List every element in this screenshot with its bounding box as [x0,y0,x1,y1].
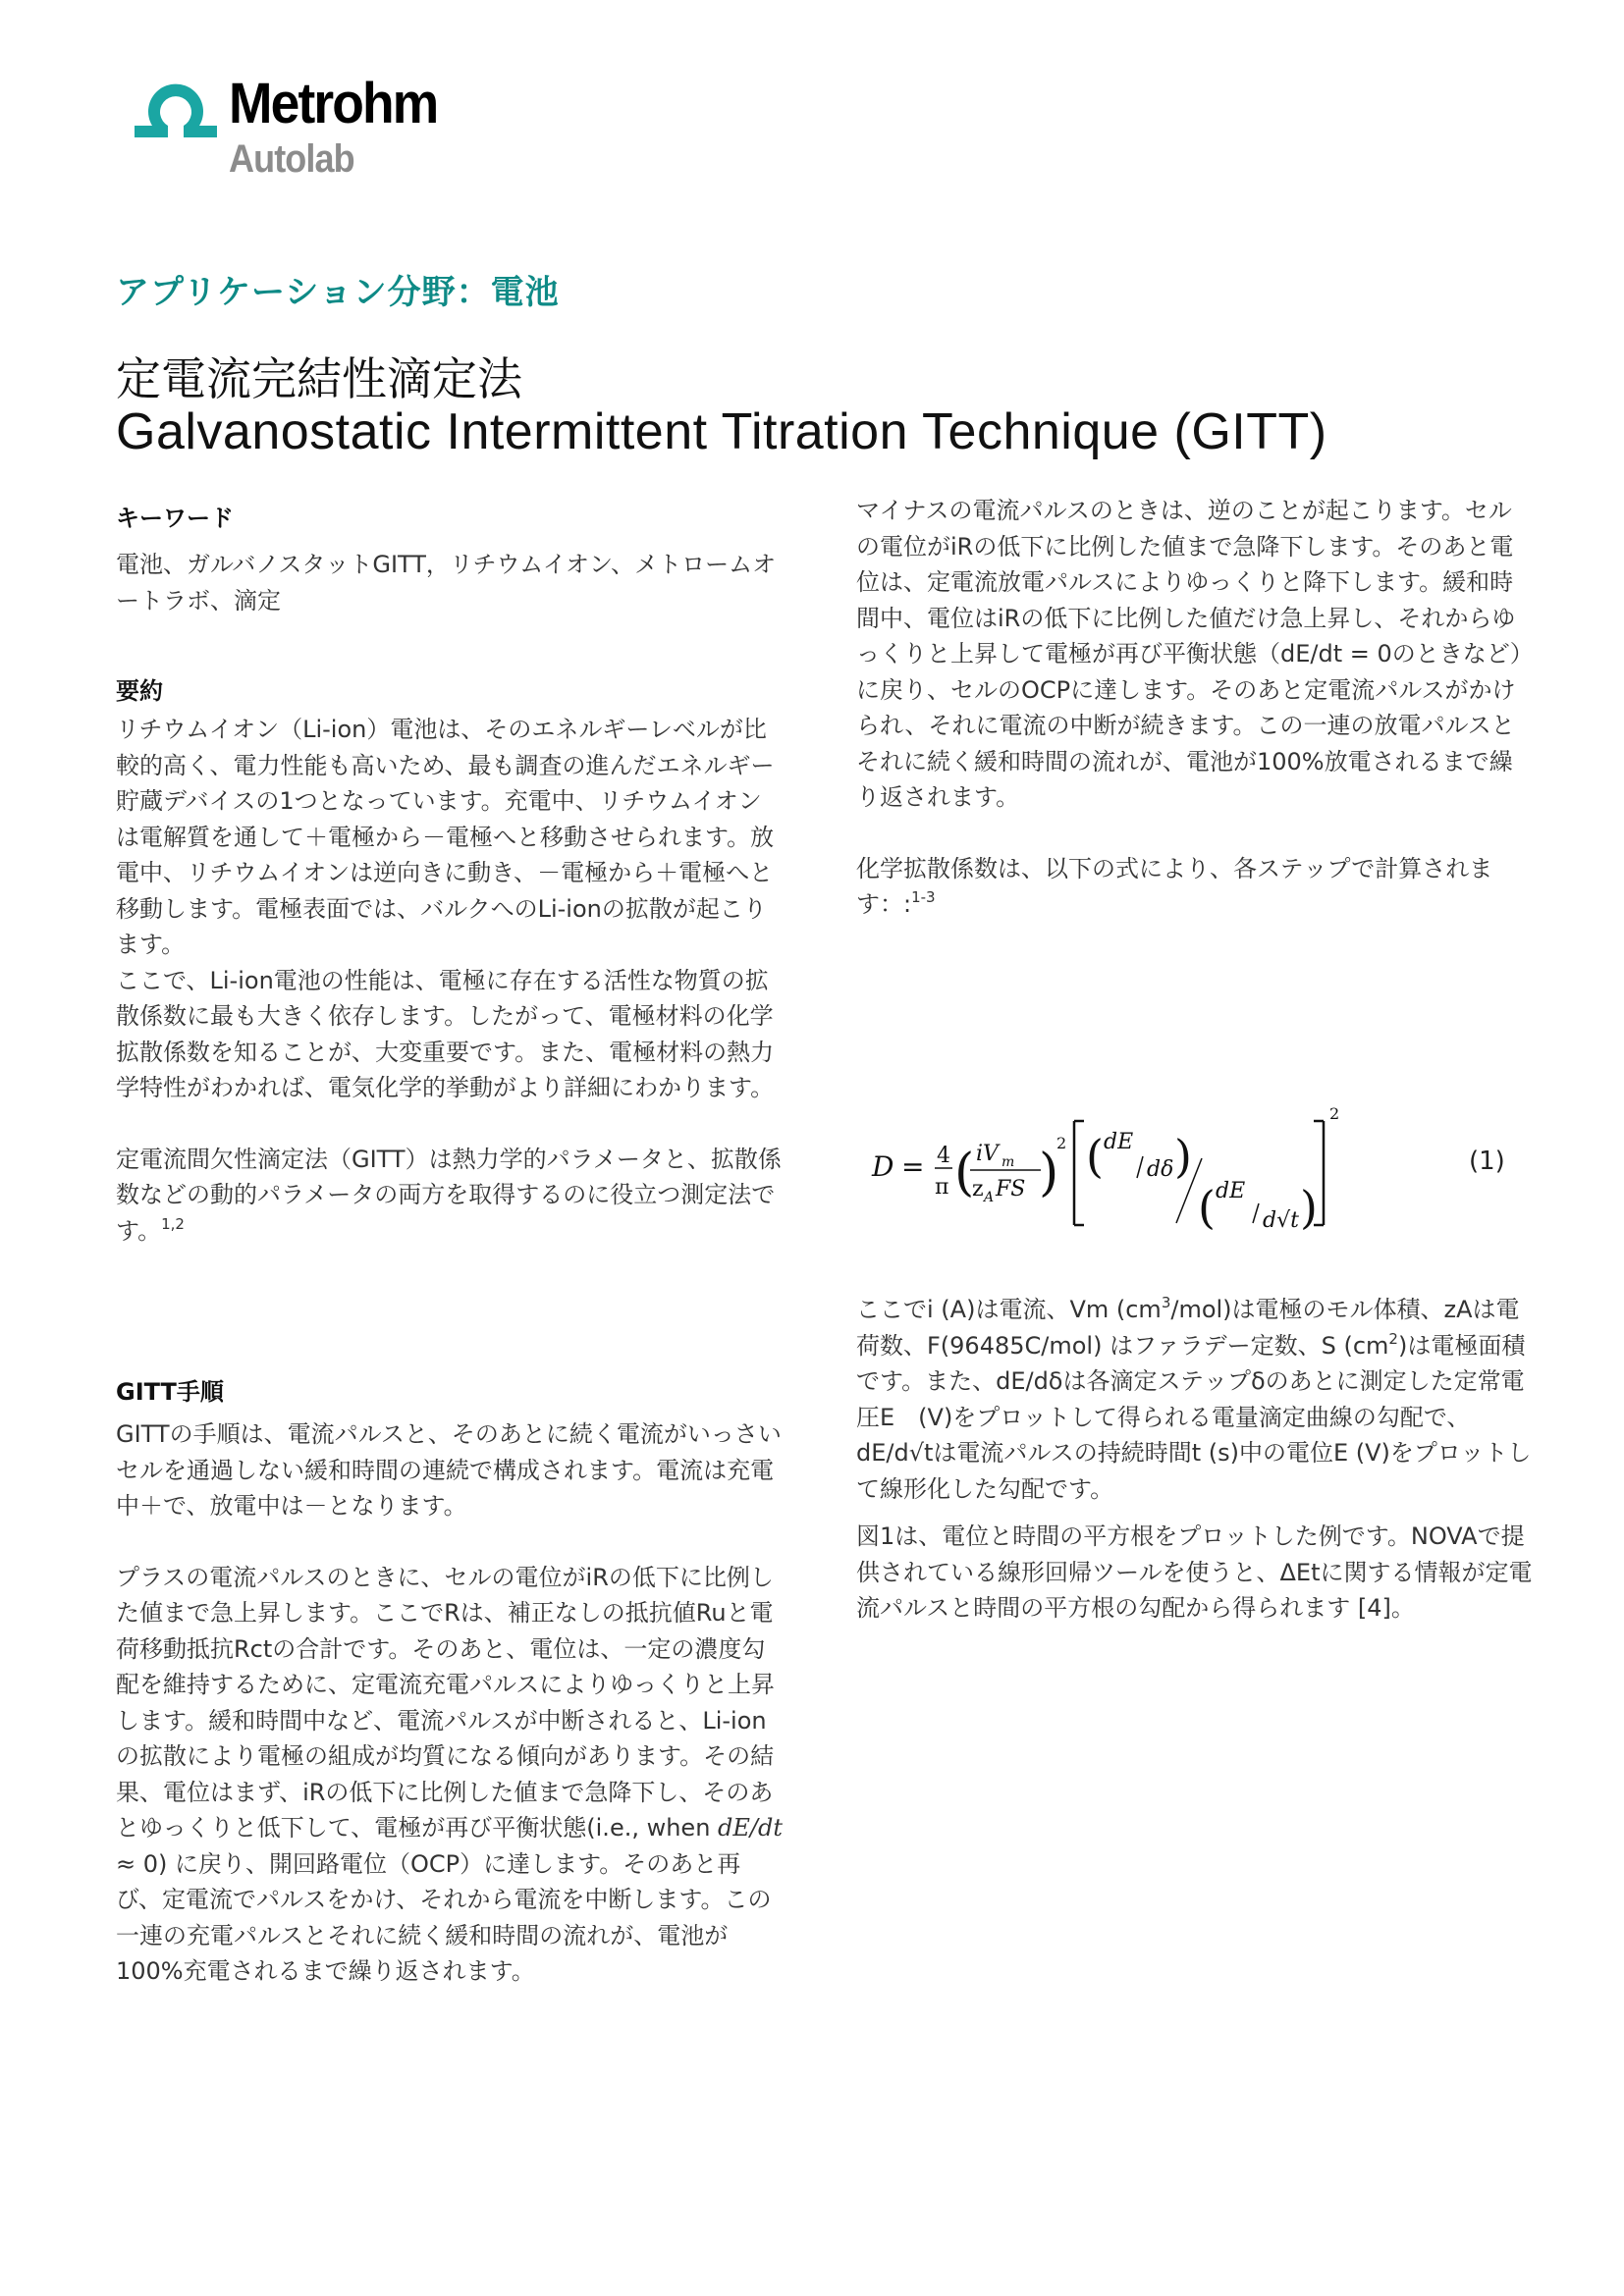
svg-text:D: D [872,1150,894,1183]
right-column [856,493,1534,923]
variables-text-c: )は電極面積です。また、dE/dδは各滴定ステップδのあとに測定した定常電圧E (V)をプロットして得られる電量滴定曲線の勾配で、dE/d√tは電流パルスの持続時間t (s)中の電位E (V)をプロットして線形化した勾配です。 [856,1331,1532,1503]
svg-text:): ) [1300,1181,1318,1234]
page-title-japanese: 定電流完結性滴定法 [116,352,522,405]
right-column-lower [856,1292,1534,1627]
svg-text:): ) [1174,1130,1192,1183]
superscript-3: 3 [1161,1294,1171,1311]
svg-text:(: ( [1086,1130,1104,1183]
reference-superscript: 1-3 [911,888,936,906]
diffusion-formula [856,1099,1534,1237]
summary-heading: 要約 [116,677,163,705]
formula-graphic [856,1099,1406,1247]
summary-paragraph-3-text: 定電流間欠性滴定法（GITT）は熱力学的パラメータと、拡散係数などの動的パラメータの両方を取得するのに役立つ測定法です。 [116,1145,782,1245]
figure-1-paragraph: 図1は、電位と時間の平方根をプロットした例です。NOVAで提供されている線形回帰ツールを使うと、ΔEtに関する情報が定電流パルスと時間の平方根の勾配から得られます [4]。 [856,1522,1533,1622]
svg-text:2: 2 [1056,1134,1067,1152]
summary-paragraph-2: ここで、Li-ion電池の性能は、電極に存在する活性な物質の拡散係数に最も大きく依存します。したがって、電極材料の化学拡散係数を知ることが、大変重要です。また、電極材料の熱力学特性がわかれば、電気化学的挙動がより詳細にわかります。 [116,966,775,1101]
summary-paragraph-3 [116,1142,784,1250]
svg-text:d√t: d√t [1263,1208,1299,1233]
svg-text:iV: iV [976,1142,999,1166]
svg-text:z: z [972,1177,984,1201]
summary-section [116,671,784,1249]
variables-text-a: ここでi (A)は電流、Vm (cm [856,1296,1162,1323]
svg-text:dE: dE [1104,1130,1134,1154]
procedure-paragraph-2-text-a: プラスの電流パルスのときに、セルの電位がiRの低下に比例した値まで急上昇します。ここでRは、補正なしの抵抗値Ruと電荷移動抵抗Rctの合計です。そのあと、電位は、一定の濃度勾配を維持するために、定電流充電パルスによりゆっくりと上昇します。緩和時間中など、電流パルスが中断されると、Li-ionの拡散により電極の組成が均質になる傾向があります。その結果、電位はまず、iRの低下に比例した値まで急降下し、そのあとゆっくりと低下して、電極が再び平衡状態(i.e., when [116,1563,776,1842]
procedure-paragraph-1: GITTの手順は、電流パルスと、そのあとに続く電流がいっさいセルを通過しない緩和時間の連続で構成されます。電流は充電中＋で、放電中は－となります。 [116,1420,782,1520]
svg-text:=: = [901,1150,925,1183]
svg-text:): ) [1039,1144,1059,1202]
svg-text:m: m [1001,1154,1015,1170]
svg-text:2: 2 [1329,1104,1340,1123]
svg-text:A: A [984,1190,995,1205]
variables-paragraph [856,1292,1534,1507]
reference-superscript: 1,2 [161,1214,185,1233]
math-dE-dt: dE/dt [718,1814,784,1842]
page-title-english: Galvanostatic Intermittent Titration Technique (GITT) [116,403,1327,460]
discharge-paragraph: マイナスの電流パルスのときは、逆のことが起こります。セルの電位がiRの低下に比例した値まで急降下します。そのあと電位は、定電流放電パルスによりゆっくりと降下します。緩和時間中、電位はiRの低下に比例した値だけ急上昇し、それからゆっくりと上昇して電極が再び平衡状態（dE/dt = 0のときなど）に戻り、セルのOCPに達します。そのあと定電流パルスがかけられ、それに電流の中断が続きます。この一連の放電パルスとそれに続く緩和時間の流れが、電池が100%放電されるまで繰り返されます。 [856,497,1534,811]
sub-brand-name: Autolab [229,137,354,181]
procedure-paragraph-2-text-b: ≈ 0) に戻り、開回路電位（OCP）に達します。そのあと再び、定電流でパルスをかけ、それから電流を中断します。この一連の充電パルスとそれに続く緩和時間の流れが、電池が100%充電されるまで繰り返されます。 [116,1849,772,1985]
diffusion-intro-paragraph [856,851,1534,923]
variables-text-b: /mol)は電極のモル体積、zAは電荷数、F(96485C/mol) はファラデー定数、S (cm [856,1296,1520,1360]
procedure-paragraph-2 [116,1560,784,1990]
diffusion-intro-text: 化学拡散係数は、以下の式により、各ステップで計算されます：: [856,854,1493,918]
application-area: アプリケーション分野：電池 [116,273,560,312]
svg-text:(: ( [1198,1181,1216,1234]
svg-text:(: ( [954,1144,975,1202]
superscript-2: 2 [1388,1329,1398,1348]
keywords-heading: キーワード [116,505,234,532]
procedure-section [116,1372,784,1990]
equation-number: (1) [1469,1147,1505,1176]
keywords-section [116,499,784,618]
keywords-text: 電池、ガルバノスタットGITT，リチウムイオン、メトロームオートラボ、滴定 [116,551,777,614]
omega-icon [131,77,221,139]
svg-text:π: π [935,1175,949,1200]
svg-text:FS: FS [996,1177,1026,1201]
metrohm-autolab-logo [131,72,464,194]
procedure-heading: GITT手順 [116,1378,224,1406]
svg-text:4: 4 [937,1144,950,1168]
svg-text:dE: dE [1216,1179,1246,1203]
svg-text:dδ: dδ [1147,1157,1174,1182]
summary-paragraph-1: リチウムイオン（Li-ion）電池は、そのエネルギーレベルが比較的高く、電力性能も高いため、最も調査の進んだエネルギー貯蔵デバイスの1つとなっています。充電中、リチウムイオンは電解質を通して＋電極から－電極へと移動させられます。放電中、リチウムイオンは逆向きに動き、－電極から＋電極へと移動します。電極表面では、バルクへのLi-ionの拡散が起こります。 [116,716,775,958]
brand-name: Metrohm [229,72,438,135]
